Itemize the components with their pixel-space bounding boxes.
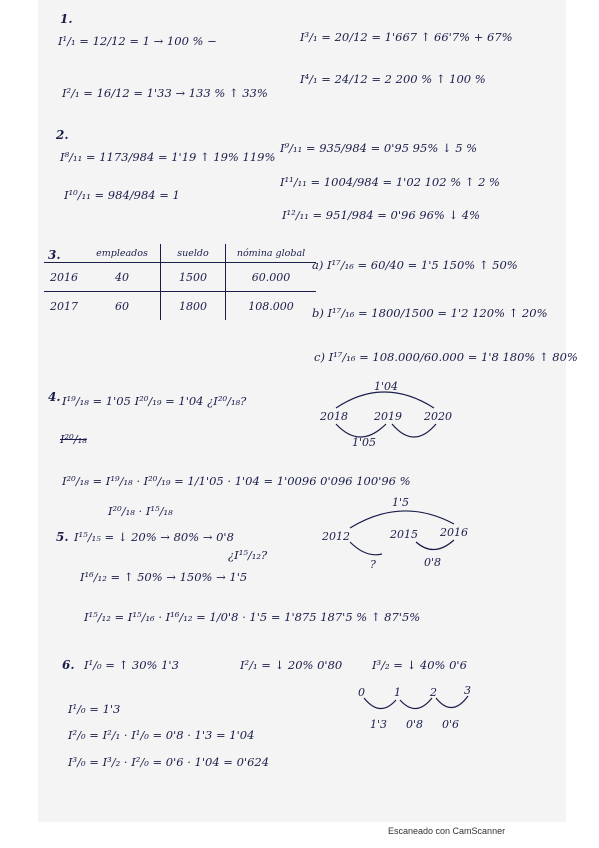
node-label: 3: [464, 684, 471, 697]
problem-2-line-5: I¹²/₁₁ = 951/984 = 0'96 96% ↓ 4%: [282, 208, 481, 222]
year-label: 2020: [424, 410, 452, 423]
year-label: 2019: [374, 410, 402, 423]
problem-3-number: 3.: [48, 248, 61, 262]
problem-6-line-2: I²/₁ = ↓ 20% 0'80: [240, 658, 343, 672]
header-empleados: empleados: [84, 244, 161, 263]
arc: [364, 698, 396, 709]
problem-1-number: 1.: [60, 12, 73, 26]
arc-label: 1'04: [374, 380, 399, 393]
header-nomina: nómina global: [226, 244, 317, 263]
problem-3-c: c) I¹⁷/₁₆ = 108.000/60.000 = 1'8 180% ↑ 80%: [314, 350, 578, 364]
empleados-cell: 60: [84, 292, 161, 321]
arc-top: [350, 511, 454, 528]
node-label: 1: [394, 686, 401, 699]
problem-2-number: 2.: [56, 128, 69, 142]
arc-bottom: [416, 540, 454, 550]
nomina-cell: 60.000: [226, 263, 317, 292]
problem-3-b: b) I¹⁷/₁₆ = 1800/1500 = 1'2 120% ↑ 20%: [312, 306, 548, 320]
arc: [400, 698, 432, 709]
arc-top: [336, 392, 434, 408]
arc-label: 0'8: [406, 718, 424, 731]
year-label: 2018: [320, 410, 348, 423]
table-row: [44, 292, 316, 321]
problem-1-line-4: I⁴/₁ = 24/12 = 2 200 % ↑ 100 %: [300, 72, 486, 86]
problem-3-a: a) I¹⁷/₁₆ = 60/40 = 1'5 150% ↑ 50%: [312, 258, 518, 272]
header-sueldo: sueldo: [161, 244, 226, 263]
year-label: 2016: [440, 526, 468, 539]
nomina-cell: 108.000: [248, 299, 294, 313]
problem-2-line-2: I⁹/₁₁ = 935/984 = 0'95 95% ↓ 5 %: [280, 141, 478, 155]
problem-5-line-2: ¿I¹⁵/₁₂?: [228, 548, 268, 562]
scanner-watermark: Escaneado con CamScanner: [388, 826, 506, 836]
problem-1-line-3: I²/₁ = 16/12 = 1'33 → 133 % ↑ 33%: [62, 86, 268, 100]
year-cell: 2017: [50, 299, 78, 313]
problem-6-line-5: I²/₀ = I²/₁ · I¹/₀ = 0'8 · 1'3 = 1'04: [68, 728, 255, 742]
problem-5-line-3: I¹⁶/₁₂ = ↑ 50% → 150% → 1'5: [80, 570, 248, 584]
year-label: 2012: [322, 530, 350, 543]
problem-4-line-3: I²⁰/₁₈ · I¹⁵/₁₈: [108, 504, 173, 518]
sueldo-cell: 1500: [161, 263, 226, 292]
problem-4-diagram: [316, 378, 466, 458]
arc-label: 0'8: [424, 556, 442, 569]
arc-label: 1'05: [352, 436, 377, 449]
problem-4-line-1: I¹⁹/₁₈ = 1'05 I²⁰/₁₉ = 1'04 ¿I²⁰/₁₈?: [62, 394, 247, 408]
problem-6-number: 6.: [62, 658, 75, 672]
problem-6-line-3: I³/₂ = ↓ 40% 0'6: [372, 658, 467, 672]
arc-label: 0'6: [442, 718, 460, 731]
sueldo-cell: 1800: [161, 292, 226, 321]
problem-4-number: 4.: [48, 390, 61, 404]
problem-2-line-3: I¹⁰/₁₁ = 984/984 = 1: [64, 188, 180, 202]
problem-4-crossed: I²⁰/₁₈: [60, 432, 87, 446]
arc-left: [350, 542, 382, 555]
problem-5-number: 5.: [56, 530, 69, 544]
problem-5-line-1: I¹⁵/₁₅ = ↓ 20% → 80% → 0'8: [74, 530, 234, 544]
problem-6-diagram: [350, 682, 490, 732]
node-label: 2: [430, 686, 437, 699]
salary-table: [44, 244, 316, 320]
problem-5-line-4: I¹⁵/₁₂ = I¹⁵/₁₆ · I¹⁶/₁₂ = 1/0'8 · 1'5 = 1'875 187'5 % ↑ 87'5%: [84, 610, 421, 624]
arc: [436, 696, 468, 708]
node-label: 0: [358, 686, 365, 699]
problem-2-line-4: I¹¹/₁₁ = 1004/984 = 1'02 102 % ↑ 2 %: [280, 175, 500, 189]
problem-5-diagram: [320, 492, 480, 572]
arc-label: ?: [370, 558, 376, 571]
problem-1-line-1: I¹/₁ = 12/12 = 1 → 100 % −: [58, 34, 217, 48]
problem-6-line-6: I³/₀ = I³/₂ · I²/₀ = 0'6 · 1'04 = 0'624: [68, 755, 270, 769]
problem-4-line-2: I²⁰/₁₈ = I¹⁹/₁₈ · I²⁰/₁₉ = 1/1'05 · 1'04 = 1'0096 0'096 100'96 %: [62, 474, 411, 488]
arc-label: 1'3: [370, 718, 388, 731]
arc-label: 1'5: [392, 496, 410, 509]
problem-6-line-4: I¹/₀ = 1'3: [68, 702, 121, 716]
year-label: 2015: [390, 528, 418, 541]
problem-1-line-2: I³/₁ = 20/12 = 1'667 ↑ 66'7% + 67%: [300, 30, 513, 44]
arc-bottom-2: [392, 424, 436, 437]
problem-6-line-1: I¹/₀ = ↑ 30% 1'3: [84, 658, 179, 672]
empleados-cell: 40: [84, 263, 161, 292]
table-row: [44, 263, 316, 292]
problem-2-line-1: I⁸/₁₁ = 1173/984 = 1'19 ↑ 19% 119%: [60, 150, 276, 164]
year-cell: 2016: [44, 263, 84, 292]
